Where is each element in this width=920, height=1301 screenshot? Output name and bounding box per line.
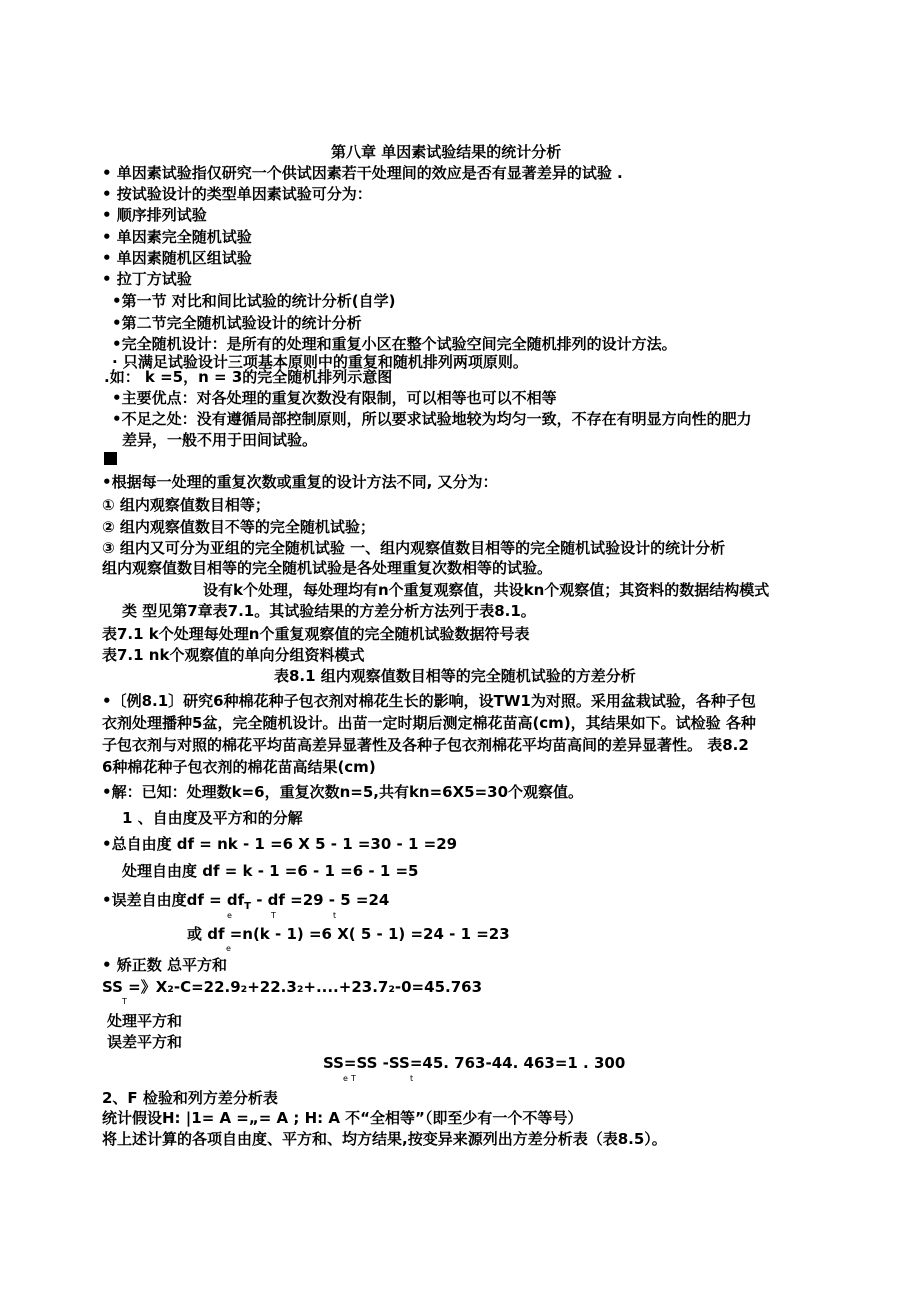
- text-line: 衣剂处理播种5盆，完全随机设计。出苗一定时期后测定棉花苗高(cm)，其结果如下。试检验 各种: [102, 714, 756, 732]
- subscript: e: [226, 944, 231, 953]
- text-line: 将上述计算的各项自由度、平方和、均方结果,按变异来源列出方差分析表（表8.5）。: [102, 1130, 667, 1148]
- subscript: T: [351, 1074, 356, 1083]
- text-line: •第二节完全随机试验设计的统计分析: [112, 314, 362, 332]
- text-line: •不足之处：没有遵循局部控制原则，所以要求试验地较为均匀一致，不存在有明显方向性的肥力: [112, 410, 752, 428]
- section-heading: 表8.1 组内观察值数目相等的完全随机试验的方差分析: [274, 667, 636, 685]
- page-title: 第八章 单因素试验结果的统计分析: [331, 143, 562, 161]
- subscript: T: [122, 997, 127, 1006]
- text-line: 6种棉花种子包衣剂的棉花苗高结果(cm): [102, 758, 376, 776]
- section-heading: 2、F 检验和列方差分析表: [102, 1089, 278, 1107]
- text-line: • 拉丁方试验: [102, 270, 192, 288]
- text-line: 类 型见第7章表7.1。其试验结果的方差分析方法列于表8.1。: [122, 602, 536, 620]
- text-line: 设有k个处理，每处理均有n个重复观察值，共设kn个观察值；其资料的数据结构模式: [203, 581, 770, 599]
- formula-text: •误差自由度df = df: [102, 891, 245, 909]
- subscript: T: [271, 911, 276, 920]
- text-line: • 单因素试验指仅研究一个供试因素若干处理间的效应是否有显著差异的试验 .: [102, 164, 623, 182]
- subscript: T: [244, 901, 251, 912]
- formula-line: •总自由度 df = nk - 1 =6 X 5 - 1 =30 - 1 =29: [102, 835, 458, 853]
- text-line: 差异，一般不用于田间试验。: [122, 431, 318, 449]
- text-line: 1 、自由度及平方和的分解: [122, 809, 303, 827]
- subscript: t: [333, 911, 337, 920]
- text-line: 子包衣剂与对照的棉花平均苗高差异显著性及各种子包衣剂棉花平均苗高间的差异显著性。 表8.2: [102, 736, 749, 754]
- formula-line: SS =》X₂-C=22.9₂+22.3₂+....+23.7₂-0=45.763: [102, 978, 483, 996]
- text-line: ③ 组内又可分为亚组的完全随机试验 一、组内观察值数目相等的完全随机试验设计的统计分析: [102, 539, 726, 557]
- formula-line: 或 df =n(k - 1) =6 X( 5 - 1) =24 - 1 =23: [187, 925, 510, 943]
- text-line: · 只满足试验设计三项基本原则中的重复和随机排列两项原则。: [112, 353, 528, 371]
- text-line: •主要优点：对各处理的重复次数没有限制，可以相等也可以不相等: [112, 389, 557, 407]
- text-line: 表7.1 nk个观察值的单向分组资料模式: [102, 646, 365, 664]
- black-square-icon: [104, 452, 117, 465]
- text-line: •第一节 对比和间比试验的统计分析(自学): [112, 292, 396, 310]
- subscript: e: [227, 911, 232, 920]
- text-line: • 单因素随机区组试验: [102, 249, 252, 267]
- text-line: ① 组内观察值数目相等；: [102, 496, 270, 514]
- text-line: •解：已知：处理数k=6，重复次数n=5,共有kn=6X5=30个观察值。: [102, 783, 584, 801]
- text-line: • 矫正数 总平方和: [102, 956, 228, 974]
- formula-line: SS=SS -SS=45. 763-44. 463=1 . 300: [323, 1054, 626, 1072]
- formula-text: - df =29 - 5 =24: [250, 891, 390, 909]
- text-line: 处理平方和: [107, 1012, 183, 1030]
- text-line: 统计假设H: |1= A =„= A ; H: A 不“全相等”（即至少有一个不等号）: [102, 1109, 583, 1127]
- text-line: • 顺序排列试验: [102, 206, 207, 224]
- text-line: • 按试验设计的类型单因素试验可分为：: [102, 185, 372, 203]
- text-line: 组内观察值数目相等的完全随机试验是各处理重复次数相等的试验。: [102, 559, 553, 577]
- formula-line: 处理自由度 df = k - 1 =6 - 1 =6 - 1 =5: [122, 862, 419, 880]
- text-line: 表7.1 k个处理每处理n个重复观察值的完全随机试验数据符号表: [102, 625, 530, 643]
- text-line: •〔例8.1〕研究6种棉花种子包衣剂对棉花生长的影响，设TW1为对照。采用盆栽试验，各种子包: [102, 692, 756, 710]
- text-line: ② 组内观察值数目不等的完全随机试验；: [102, 518, 375, 536]
- subscript: e: [343, 1074, 348, 1083]
- text-line: 误差平方和: [107, 1033, 183, 1051]
- text-line: • 单因素完全随机试验: [102, 228, 252, 246]
- text-line: .如： k =5，n = 3的完全随机排列示意图: [104, 368, 393, 386]
- text-line: •完全随机设计：是所有的处理和重复小区在整个试验空间完全随机排列的设计方法。: [112, 335, 677, 353]
- subscript: t: [410, 1074, 414, 1083]
- text-line: •根据每一处理的重复次数或重复的设计方法不同, 又分为：: [102, 473, 498, 491]
- formula-line: [102, 890, 389, 913]
